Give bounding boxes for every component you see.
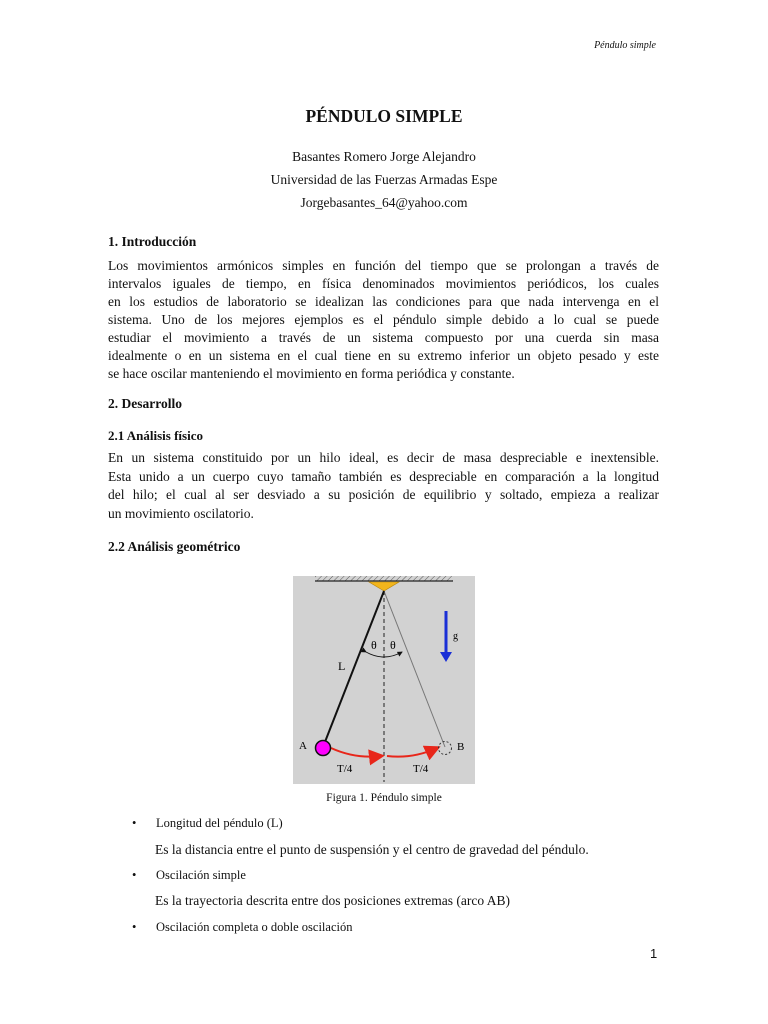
introduction-paragraph <box>108 257 659 383</box>
length-label: L <box>338 659 346 673</box>
figure-caption: Figura 1. Péndulo simple <box>326 792 442 804</box>
theta-right-arc <box>384 652 402 657</box>
bullet-marker: • <box>132 816 137 830</box>
paragraph-line: se hace oscilar manteniendo el movimiento en forma periódica y constante. <box>108 366 515 381</box>
document-title: PÉNDULO SIMPLE <box>305 106 463 126</box>
bullet-term: Oscilación completa o doble oscilación <box>156 920 353 934</box>
paragraph-line: Los movimientos armónicos simples en función del tiempo que se prolongan a través de <box>108 258 659 273</box>
section-heading-introduction: 1. Introducción <box>108 234 197 249</box>
bullet-term: Longitud del péndulo (L) <box>156 816 283 830</box>
bullet-marker: • <box>132 920 137 934</box>
right-string <box>384 591 445 747</box>
left-string <box>323 591 384 747</box>
point-a-label: A <box>299 740 307 752</box>
theta-right-label: θ <box>390 638 396 652</box>
pivot-mount <box>369 582 399 591</box>
bullet-item <box>132 816 283 831</box>
theta-left-label: θ <box>371 638 377 652</box>
paragraph-line: idealmente o en un sistema en el cual tiene en su extremo inferior un objeto pesado y este <box>108 348 659 363</box>
gravity-arrow-head <box>440 652 452 662</box>
paragraph-line: En un sistema constituido por un hilo ideal, es decir de masa despreciable e inextensible. <box>108 450 659 465</box>
pendulum-figure <box>293 576 475 784</box>
bob-a <box>316 741 331 756</box>
paragraph-line: un movimiento oscilatorio. <box>108 505 254 521</box>
paragraph-line: en los estudios de laboratorio se idealizan las condiciones para que nada intervenga en el <box>108 294 659 309</box>
period-left-label: T/4 <box>337 763 353 775</box>
paragraph-line: del hilo; el cual al ser desviado a su posición de equilibrio y soltado, empieza a realizar <box>108 487 659 502</box>
paragraph-line: sistema. Uno de los mejores ejemplos es el péndulo simple debido a lo cual se puede <box>108 312 659 327</box>
point-b-label: B <box>457 741 465 753</box>
bullet-description: Es la trayectoria descrita entre dos posiciones extremas (arco AB) <box>155 893 510 908</box>
author-email: Jorgebasantes_64@yahoo.com <box>300 195 468 210</box>
period-right-label: T/4 <box>413 763 429 775</box>
arc-left-segment <box>331 748 381 757</box>
section-heading-development: 2. Desarrollo <box>108 396 182 411</box>
paragraph-line: Esta unido a un cuerpo cuyo tamaño también es despreciable en comparación a la longitud <box>108 468 659 484</box>
running-header: Péndulo simple <box>594 40 656 51</box>
author-name: Basantes Romero Jorge Alejandro <box>292 149 476 164</box>
bullet-marker: • <box>132 868 137 882</box>
pendulum-diagram <box>293 576 475 784</box>
bullet-item <box>132 920 352 935</box>
ceiling-hatch <box>315 576 453 581</box>
arc-right-segment <box>387 748 437 757</box>
page-number: 1 <box>650 946 658 961</box>
author-institution: Universidad de las Fuerzas Armadas Espe <box>270 172 498 187</box>
subsection-heading-physical: 2.1 Análisis físico <box>108 428 203 443</box>
gravity-label: g <box>453 631 458 642</box>
bullet-description: Es la distancia entre el punto de suspensión y el centro de gravedad del péndulo. <box>155 842 589 857</box>
bob-b-ghost <box>439 742 452 755</box>
bullet-item <box>132 868 246 883</box>
subsection-heading-geometric: 2.2 Análisis geométrico <box>108 539 241 554</box>
bullet-term: Oscilación simple <box>156 868 246 882</box>
paragraph-line: intervalos iguales de tiempo, en física denominados movimientos periódicos, los cuales <box>108 276 659 291</box>
paragraph-line: estudiar el movimiento a través de un sistema compuesto por una cuerda sin masa <box>108 330 659 345</box>
theta-left-arc <box>366 652 384 657</box>
physical-analysis-paragraph <box>108 449 659 523</box>
